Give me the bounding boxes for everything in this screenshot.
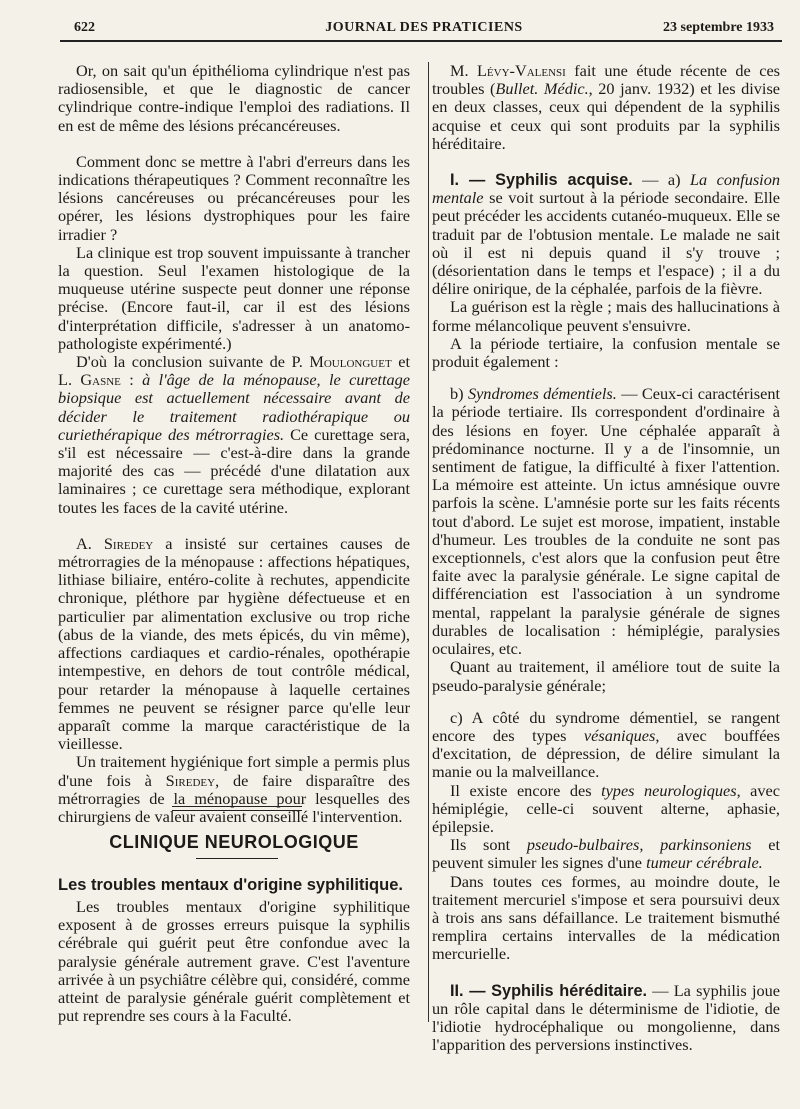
italic-term: pseudo-bulbaires, parkinsoniens [526, 835, 752, 855]
text-run: a insisté sur certaines causes de métrorragies de la ménopause : affections hépatiques, lithiase biliaire, entéro-colite à rechutes, appendicite chronique, pléthore par hygiène défectueuse et en particulier par alimentation exclusive ou trop riche (abus de la viande, des mets épicés, du vin même), affections cardiaques et cardio-rénales, opothérapie intempestive, en dehors de tout contrôle médical, pour retarder la ménopause à laquelle certaines femmes ne peuvent se résigner parce qu'elle leur apparaît comme la marque caractéristique de la vieillesse. [58, 533, 410, 754]
author-name: Moulonguet [309, 352, 392, 372]
paragraph: Comment donc se mettre à l'abri d'erreurs dans les indications thérapeutiques ? Comment reconnaître les lésions cancéreuses ou précancéreuses pour les opérer, les lésions dystrophiques pour les faire irradier ? [58, 151, 410, 244]
reference: Bullet. Médic. [495, 79, 589, 99]
text-run: se voit surtout à la période secondaire. Elle peut précéder les accidents cutanéo-muqueux. Elle se traduit par de l'obtusion mentale. Le malade ne sait où il est ni depuis quand il s'y trouve ; (désorientation dans le temps et l'espace) ; il a du délire onirique, de la céphalée, parfois de la fièvre. [432, 188, 780, 299]
paragraph: Les troubles mentaux d'origine syphilitique exposent à de grosses erreurs puisque la syphilis cérébrale qui guérit peut être confondue avec la paralysie générale autrement grave. C'est l'aventure arrivée à un psychiâtre célèbre qui, considéré, comme atteint de paralysie générale guérit complètement et put reprendre ses cours à la Faculté. [58, 897, 410, 1026]
text-run: fait une étude récente de ces troubles ( [432, 61, 781, 99]
issue-date: 23 septembre 1933 [663, 20, 774, 35]
paragraph [58, 535, 410, 753]
italic-term: types neurologiques [601, 780, 737, 800]
text-run: et L. [58, 352, 410, 390]
text-run: : [120, 370, 143, 390]
left-column [58, 62, 410, 826]
text-run: Un traitement hygiénique fort simple a permis plus d'une fois à [58, 752, 410, 790]
article-intro [58, 898, 410, 1025]
author-name: Gasne [80, 370, 121, 390]
text-run: — La syphilis joue un rôle capital dans le déterminisme de l'idiotie, de l'idiotie hydrocéphalique ou mongolienne, dans l'apparition des perversions instinctives. [432, 980, 780, 1055]
paragraph [432, 782, 780, 837]
section-title: CLINIQUE NEUROLOGIQUE [109, 832, 359, 852]
right-column [432, 62, 780, 1054]
text-run: c) A côté du syndrome démentiel, se rangent encore des types [432, 707, 780, 745]
header-rule [60, 40, 782, 42]
paragraph: La clinique est trop souvent impuissante à trancher la question. Seul l'examen histologique de la muqueuse utérine suspecte peut donner une réponse précise. (Encore faut-il, car il est des lésions d'interprétation difficile, s'adresser à un anatomo-pathologiste expérimenté.) [58, 242, 410, 353]
paragraph [432, 171, 780, 298]
author-name: Lévy-Valensi [476, 61, 566, 80]
paragraph [58, 753, 410, 826]
italic-conclusion: à l'âge de la ménopause, le curettage biopsique est actuellement nécessaire avant de décider le traitement radiothérapique ou curiethérapique des métrorragies. [58, 370, 410, 444]
page-header [66, 20, 782, 42]
italic-term: tumeur cérébrale. [646, 853, 763, 873]
paragraph [432, 385, 780, 658]
paragraph [432, 836, 780, 872]
text-run: , avec hémiplégie, celle-ci souvent alterne, aphasie, épilepsie. [432, 780, 780, 836]
italic-term: vésaniques [583, 725, 656, 745]
italic-term: La confusion mentale [432, 170, 780, 208]
text-run: A. [76, 533, 104, 553]
text-run: — a) [632, 170, 690, 190]
text-run: et peuvent simuler les signes d'une [432, 835, 780, 873]
column-separator [428, 62, 429, 1022]
paragraph: Quant au traitement, il améliore tout de suite la pseudo-paralysie générale; [432, 657, 780, 695]
italic-term: Syndromes démentiels. [467, 384, 617, 404]
subsection-heading: II. — Syphilis héréditaire. [450, 981, 648, 1000]
paragraph: A la période tertiaire, la confusion mentale se produit également : [432, 333, 780, 372]
text-run: , de faire disparaître des métrorragies de la ménopause pour lesquelles des chirurgiens de valeur avaient conseillé l'intervention. [58, 770, 410, 826]
text-run: b) [450, 384, 468, 404]
subsection-heading: I. — Syphilis acquise. [450, 171, 633, 190]
text-run: D'où la conclusion suivante de P. [76, 352, 310, 372]
text-run: , 20 janv. 1932) et les divise en deux classes, ceux qui dépendent de la syphilis acquise et ceux qui sont produits par la syphilis héréditaire. [432, 79, 781, 153]
text-run: — Ceux-ci caractérisent la période tertiaire. Ils correspondent d'ordinaire à des lésions en foyer. Une céphalée apparaît à prédominance nocturne. Il y a de l'insomnie, un sentiment de fatigue, la difficulté à fixer l'attention. La mémoire est atteinte. Un ictus amnésique ouvre parfois la scène. L'amnésie porte sur les faits récents tout d'abord. Le sujet est morose, impatient, instable d'humeur. Les troubles de la conduite ne sont pas exceptionnels, c'est alors que la confusion peut être faite avec la paralysie générale. Le signe capital de différenciation est l'association à un syndrome mental, rappelant la paralysie générale de signes durables de localisation : hémiplégie, paralysies oculaires, etc. [432, 384, 781, 659]
text-run: M. [450, 61, 477, 80]
section-rule [172, 806, 302, 807]
text-run: Il existe encore des [450, 780, 602, 800]
section-rule [172, 810, 302, 811]
author-name: Siredey [165, 770, 216, 790]
paragraph [432, 709, 780, 782]
text-run: Ils sont [450, 835, 527, 855]
journal-title: JOURNAL DES PRATICIENS [325, 20, 523, 35]
paragraph: Or, on sait qu'un épithélioma cylindrique n'est pas radiosensible, et que le diagnostic de cancer cylindrique contre-indique l'emploi des radiations. Il en est de même des lésions précancéreuses. [58, 61, 410, 135]
text-run: Ce curettage sera, s'il est nécessaire — c'est-à-dire dans la grande majorité des cas — précédé d'une dilatation aux laminaires ; ce curettage sera méthodique, explorant toutes les faces de la cavité utérine. [58, 424, 411, 517]
paragraph [432, 62, 780, 153]
author-name: Siredey [103, 533, 154, 553]
text-run: , avec bouffées d'excitation, de dépression, de délire simulant la manie ou la malveillance. [432, 725, 780, 782]
article-title: Les troubles mentaux d'origine syphilitique. [58, 876, 403, 894]
section-rule [196, 858, 278, 859]
paragraph: Dans toutes ces formes, au moindre doute, le traitement mercuriel s'impose et sera poursuivi deux à trois ans sans défaillance. Le traitement bismuthé remplira certains intervalles de la médication mercurielle. [432, 871, 780, 964]
paragraph: La guérison est la règle ; mais des hallucinations à forme mélancolique peuvent s'ensuivre. [432, 297, 780, 335]
page-number: 622 [74, 20, 95, 35]
paragraph [58, 353, 410, 517]
paragraph [432, 982, 780, 1055]
